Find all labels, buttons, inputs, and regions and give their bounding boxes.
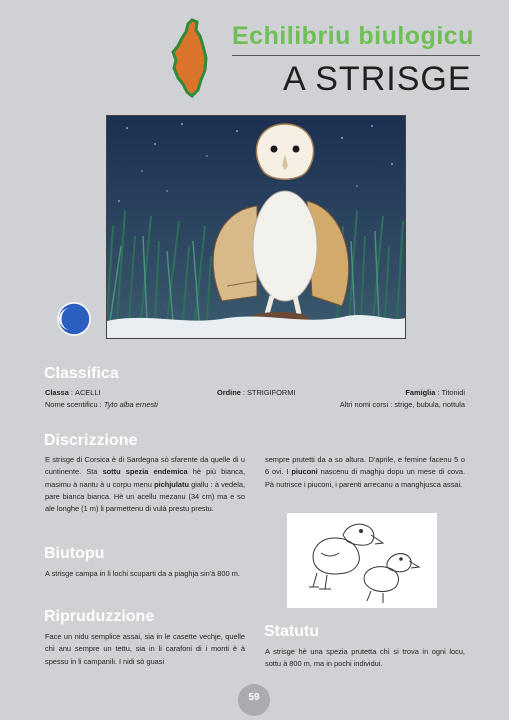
section-title-discrizzione: Discrizzione (44, 432, 138, 449)
barn-owl-illustration (106, 115, 406, 339)
text-run: hè più bianca, masimu à nantu à u corpu menu (45, 467, 246, 489)
section-title-classifica: Classifica (44, 365, 119, 382)
classa-field: Classa : ACELLI (45, 388, 101, 397)
ordine-value: STRIGIFORMI (247, 388, 296, 397)
altri-value: strige, bubula, nottula (394, 400, 465, 409)
altri-nomi-field: Altri nomi corsi : strige, bubula, nottula (339, 400, 465, 409)
page-number: 59 (248, 692, 260, 703)
nome-scentificu-field: Nome scentificu : Tyto alba ernesti (45, 400, 158, 409)
section-title-biutopu: Biutopu (44, 545, 105, 562)
ripruduzzione-continuation (265, 454, 465, 491)
famiglia-value: Titonidi (441, 388, 465, 397)
page-title: A STRISGE (283, 60, 472, 98)
series-title: Echilibriu biulogicu (232, 22, 474, 50)
moon-icon (57, 302, 91, 336)
famiglia-field: Famiglia : Titonidi (405, 388, 465, 397)
ordine-field: Ordine : STRIGIFORMI (217, 388, 296, 397)
famiglia-label: Famiglia (405, 388, 436, 397)
text-run: E strisge di Corsica è di Sardegna sò sfarente da quelle di u cuntinente. Sta (45, 455, 245, 477)
bold-term-piuconi: piuconi (291, 467, 318, 477)
discrizzione-paragraph (45, 454, 245, 515)
text-run: giallu : à vedela, pare bianca bianca. Hè un acellu mezanu (34 cm) ma e so ale longhe (1 m) li parmettenu di vulà prestu prestu. (45, 479, 246, 514)
section-title-statutu: Statutu (264, 623, 320, 640)
header-divider (232, 55, 480, 56)
bold-term-pichjulatu: pichjulatu (154, 479, 189, 489)
altri-label: Altri nomi corsi (339, 400, 389, 409)
corsica-map-icon (170, 18, 212, 98)
classa-value: ACELLI (75, 388, 101, 397)
ripruduzzione-paragraph: Face un nidu semplice assai, sia in le casette vechje, quelle chì anu sempre un tettu, sia in li carafoni di i monti è à spessu in li campanili. I nidi sò guasi (45, 632, 245, 666)
nome-label: Nome scentificu (45, 400, 98, 409)
owl-chicks-sketch (287, 513, 437, 608)
nome-value: Tyto alba ernesti (103, 400, 158, 409)
biutopu-paragraph: A strisge campa in li lochi scuparti da a piaghja sin'à 800 m. (45, 569, 240, 578)
text-run: nascenu di maghju dopu un mese di cova. Pà nutrisce i piuconi, i parenti arrecanu a manghjusca assai. (265, 467, 466, 489)
ordine-label: Ordine (217, 388, 241, 397)
bold-term-sottu-spezia: sottu spezia endemica (102, 467, 188, 477)
classa-label: Classa (45, 388, 69, 397)
text-run: sempre prutetti da a so altura. D'aprile, e femine facenu 5 o 6 ovi. I (265, 455, 465, 477)
section-title-ripruduzzione: Ripruduzzione (44, 608, 155, 625)
statutu-paragraph: A strisge hè una spezia prutetta chì si trova in ogni locu, sottu à 800 m, ma in pochi individui. (265, 647, 465, 669)
